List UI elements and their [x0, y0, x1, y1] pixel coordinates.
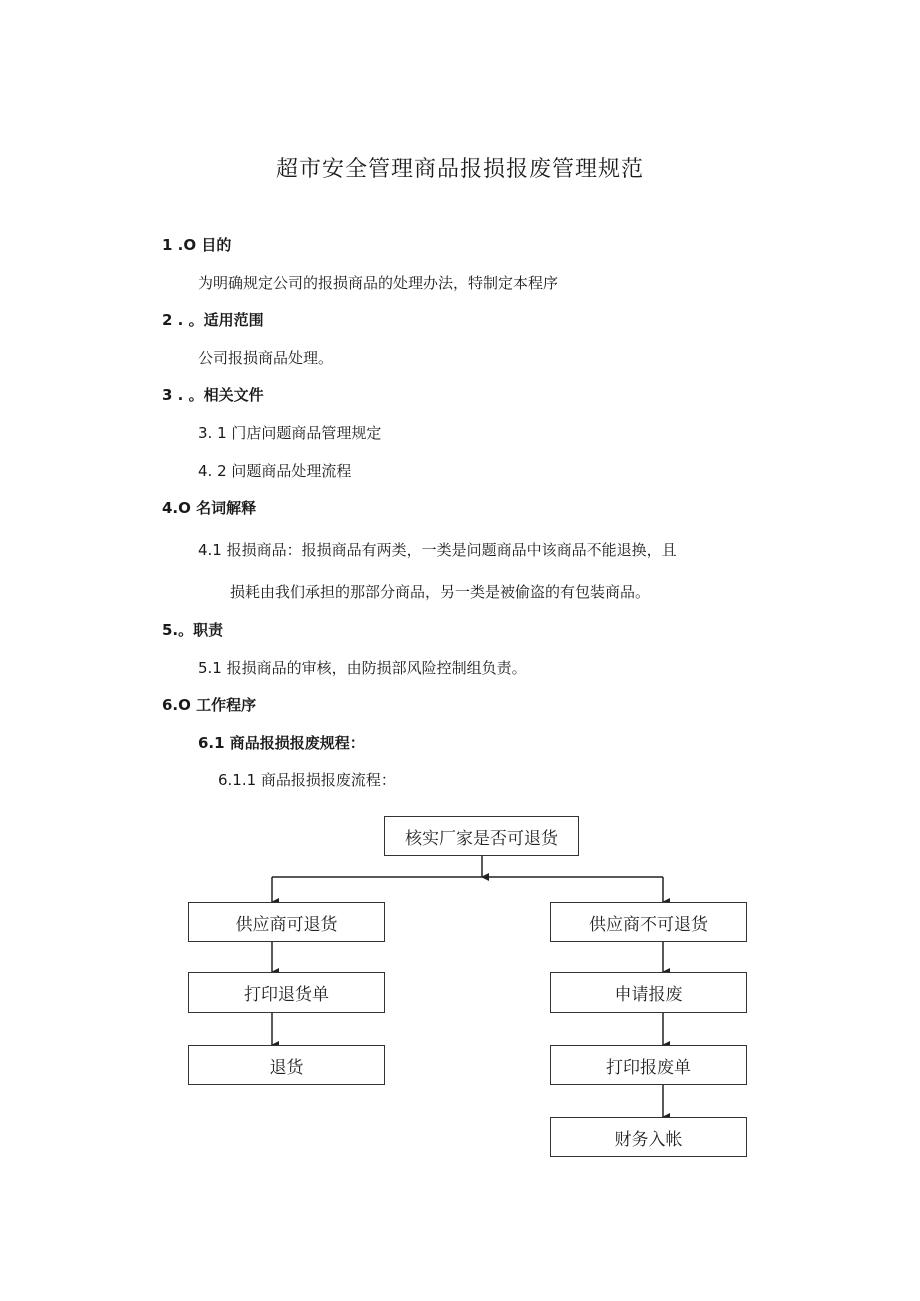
- flow-box-right-3: 打印报废单: [550, 1045, 747, 1085]
- section-6-1-heading: 6.1 商品报损报废规程：: [198, 734, 365, 752]
- section-4-heading: 4.O 名词解释: [162, 499, 257, 517]
- section-5-body: 5.1 报损商品的审核，由防损部风险控制组负责。: [198, 659, 527, 677]
- flow-box-right-4: 财务入帐: [550, 1117, 747, 1157]
- section-4-line-1: 4.1 报损商品：报损商品有两类，一类是问题商品中该商品不能退换，且: [198, 541, 677, 559]
- section-6-1-1-heading: 6.1.1 商品报损报废流程：: [218, 771, 396, 789]
- section-5-heading: 5.。职责: [162, 621, 224, 639]
- flow-box-left-1: 供应商可退货: [188, 902, 385, 942]
- flow-box-right-1: 供应商不可退货: [550, 902, 747, 942]
- section-1-heading: 1 .O 目的: [162, 236, 232, 254]
- section-6-heading: 6.O 工作程序: [162, 696, 257, 714]
- section-4-line-2: 损耗由我们承担的那部分商品，另一类是被偷盗的有包装商品。: [230, 583, 651, 601]
- flow-box-right-2: 申请报废: [550, 972, 747, 1013]
- section-2-body: 公司报损商品处理。: [198, 349, 334, 367]
- flow-box-left-3: 退货: [188, 1045, 385, 1085]
- page-title: 超市安全管理商品报损报废管理规范: [275, 157, 644, 182]
- flow-box-left-2: 打印退货单: [188, 972, 385, 1013]
- flow-box-top: 核实厂家是否可退货: [384, 816, 579, 856]
- section-3-heading: 3 . 。相关文件: [162, 386, 264, 404]
- section-2-heading: 2 . 。适用范围: [162, 311, 264, 329]
- section-3-item-1: 3. 1 门店问题商品管理规定: [198, 424, 382, 442]
- section-3-item-2: 4. 2 问题商品处理流程: [198, 462, 352, 480]
- section-1-body: 为明确规定公司的报损商品的处理办法，特制定本程序: [198, 274, 559, 292]
